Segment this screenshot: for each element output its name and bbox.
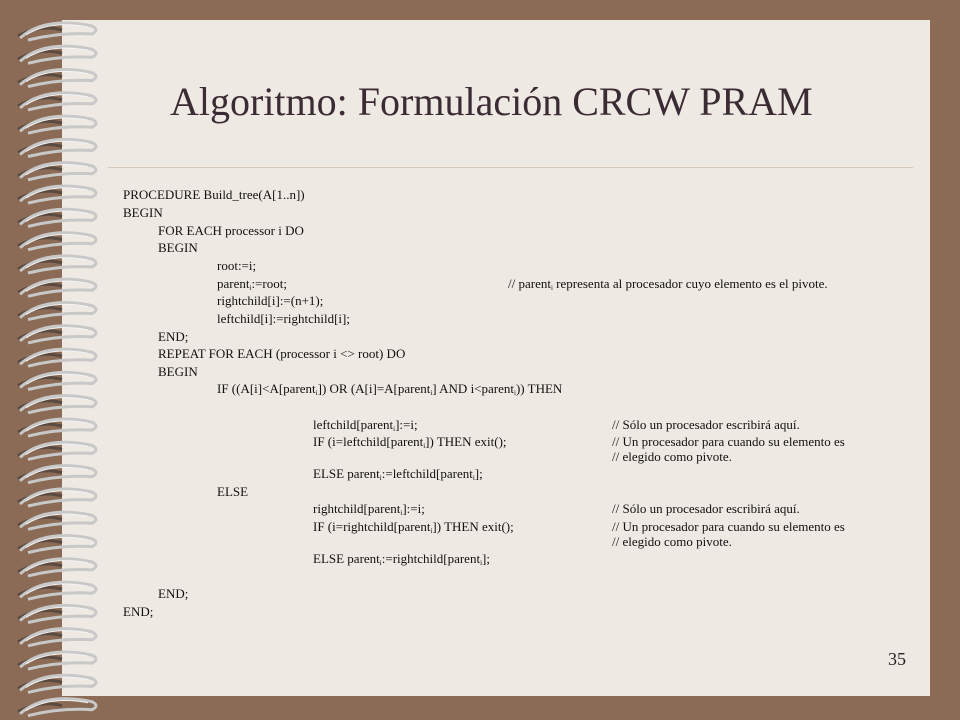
code-line: rightchild[parent$_i$]:=i;: [313, 501, 425, 517]
code-line: IF (i=leftchild[parent$_i$]) THEN exit();: [313, 434, 507, 450]
code-line: REPEAT FOR EACH (processor i <> root) DO: [158, 346, 406, 361]
code-comment: // Sólo un procesador escribirá aquí.: [612, 417, 800, 432]
code-line: rightchild[i]:=(n+1);: [217, 293, 324, 308]
code-line: root:=i;: [217, 258, 257, 273]
code-line: ELSE parent$_i$:=leftchild[parent$_i$];: [313, 466, 483, 482]
code-comment: // parent$_i$ representa al procesador cuyo elemento es el pivote.: [508, 276, 828, 292]
code-line: parent$_i$:=root;: [217, 276, 287, 292]
code-line: END;: [123, 604, 154, 619]
slide-title: Algoritmo: Formulación CRCW PRAM: [170, 79, 813, 124]
code-comment: // elegido como pivote.: [612, 449, 732, 464]
code-comment: // Un procesador para cuando su elemento es: [612, 519, 845, 534]
code-line: leftchild[parent$_i$]:=i;: [313, 417, 418, 433]
code-line: BEGIN: [123, 205, 163, 220]
code-line: ELSE parent$_i$:=rightchild[parent$_i$];: [313, 551, 490, 567]
code-comment: // Sólo un procesador escribirá aquí.: [612, 501, 800, 516]
code-comment: // Un procesador para cuando su elemento es: [612, 434, 845, 449]
code-line: END;: [158, 586, 189, 601]
code-comment: // elegido como pivote.: [612, 534, 732, 549]
code-line: IF ((A[i]<A[parent$_i$]) OR (A[i]=A[parent$_i$] AND i<parent$_i$)) THEN: [217, 381, 563, 397]
page-number: 35: [888, 649, 906, 669]
code-line: END;: [158, 329, 189, 344]
code-line: IF (i=rightchild[parent$_i$]) THEN exit();: [313, 519, 514, 535]
code-line: PROCEDURE Build_tree(A[1..n]): [123, 187, 305, 202]
code-line: BEGIN: [158, 364, 198, 379]
code-line: leftchild[i]:=rightchild[i];: [217, 311, 350, 326]
code-line: FOR EACH processor i DO: [158, 223, 304, 238]
code-line: BEGIN: [158, 240, 198, 255]
code-line: ELSE: [217, 484, 249, 499]
